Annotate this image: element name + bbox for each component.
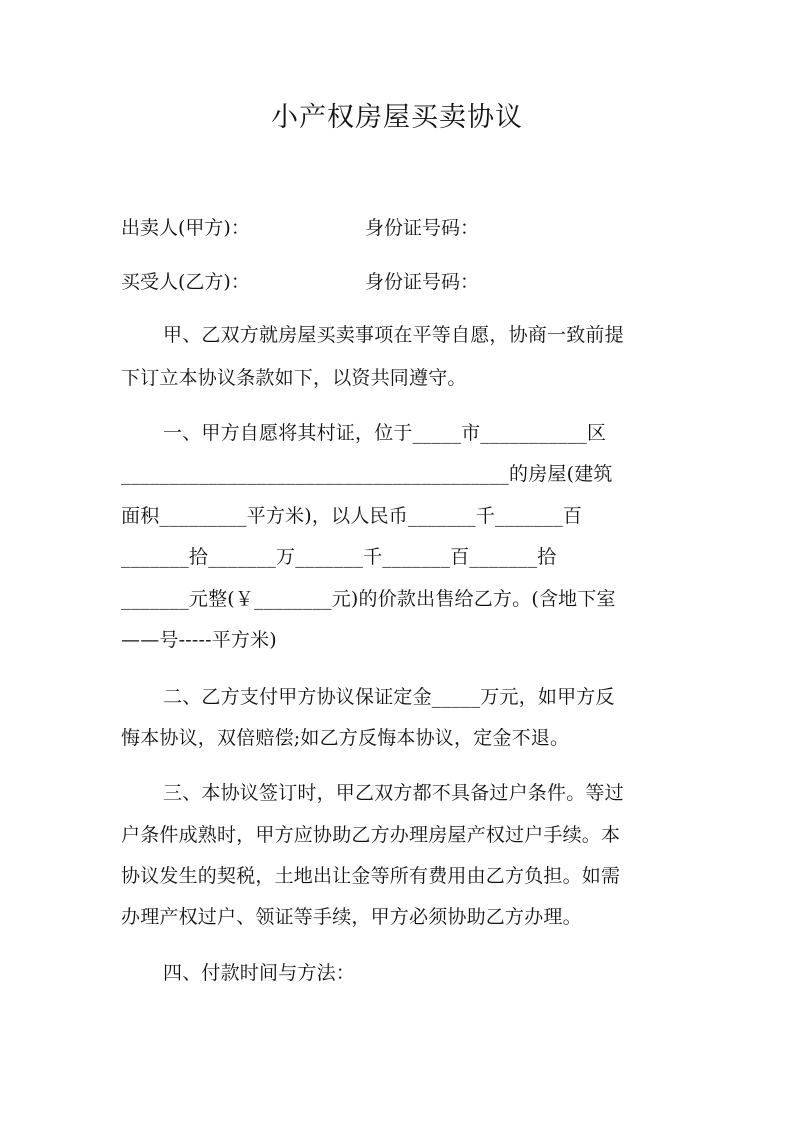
buyer-label: 买受人(乙方)： bbox=[121, 271, 250, 293]
clause-4-line: 四、付款时间与方法： bbox=[163, 962, 356, 984]
buyer-id-label: 身份证号码： bbox=[365, 271, 480, 293]
preamble-line: 下订立本协议条款如下，以资共同遵守。 bbox=[121, 367, 467, 389]
clause-2-line: 悔本协议，双倍赔偿;如乙方反悔本协议，定金不退。 bbox=[121, 727, 570, 749]
clause-1-line: _______元整(￥________元)的价款出售给乙方。(含地下室 bbox=[121, 588, 616, 610]
clause-1-line: ________________________________________的房屋(建筑 bbox=[121, 463, 613, 485]
seller-id-label: 身份证号码： bbox=[365, 217, 480, 239]
clause-1-line: 一、甲方自愿将其村证，位于_____市___________区 bbox=[163, 422, 607, 444]
clause-1-line: 面积_________平方米)，以人民币_______千_______百 bbox=[121, 505, 583, 527]
clause-3-line: 协议发生的契税，土地出让金等所有费用由乙方负担。如需 bbox=[121, 865, 621, 887]
clause-3-line: 户条件成熟时，甲方应协助乙方办理房屋产权过户手续。本 bbox=[121, 824, 621, 846]
clause-3-line: 办理产权过户、领证等手续，甲方必须协助乙方办理。 bbox=[121, 906, 582, 928]
clause-2-line: 二、乙方支付甲方协议保证定金_____万元，如甲方反 bbox=[163, 686, 615, 708]
clause-1-line: _______拾_______万_______千_______百_______拾 bbox=[121, 546, 557, 568]
document-title: 小产权房屋买卖协议 bbox=[271, 102, 523, 133]
preamble-line: 甲、乙双方就房屋买卖事项在平等自愿，协商一致前提 bbox=[163, 324, 624, 346]
seller-label: 出卖人(甲方)： bbox=[121, 217, 250, 239]
clause-1-line: ——号-----平方米) bbox=[121, 629, 277, 651]
clause-3-line: 三、本协议签订时，甲乙双方都不具备过户条件。等过 bbox=[163, 782, 624, 804]
